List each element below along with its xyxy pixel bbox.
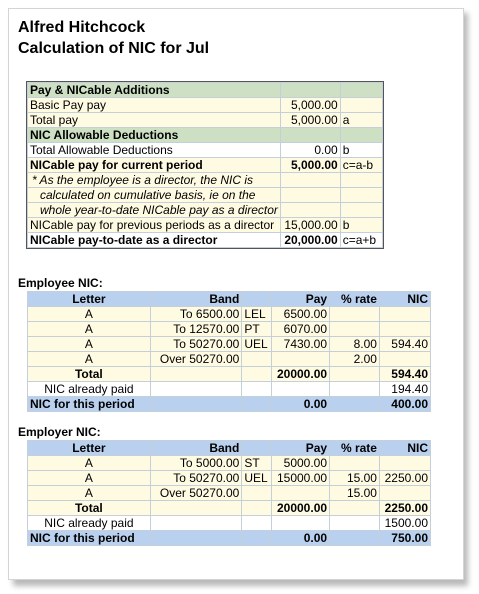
- row-ref: c=a+b: [340, 233, 382, 248]
- cell-letter: A: [28, 456, 151, 471]
- summary-row: [28, 98, 383, 113]
- col-header-rate: % rate: [330, 292, 380, 307]
- employee-name: Alfred Hitchcock: [18, 19, 146, 36]
- employee-nic-heading: Employee NIC:: [18, 276, 103, 290]
- row-value: 5,000.00: [280, 98, 340, 113]
- paid-label: NIC already paid: [28, 516, 151, 531]
- cell-nic: [379, 352, 430, 367]
- cell-letter: A: [28, 322, 151, 337]
- table-row: [28, 486, 431, 501]
- paid-label: NIC already paid: [28, 382, 151, 397]
- cell-pay: 6070.00: [271, 322, 329, 337]
- paid-row: [28, 516, 431, 531]
- summary-row: [28, 143, 383, 158]
- cell-band: Over 50270.00: [150, 352, 242, 367]
- row-value: 20,000.00: [280, 233, 340, 248]
- total-pay: 20000.00: [271, 367, 329, 382]
- note-row: [28, 173, 383, 188]
- cell-letter: A: [28, 471, 151, 486]
- total-row: [28, 367, 431, 382]
- cell-rate: 2.00: [330, 352, 380, 367]
- table-header-row: [28, 292, 431, 307]
- period-pay: 0.00: [271, 397, 329, 412]
- period-label: NIC for this period: [28, 531, 151, 546]
- cell-rate: 8.00: [330, 337, 380, 352]
- summary-row: [28, 113, 383, 128]
- table-row: [28, 337, 431, 352]
- total-pay: 20000.00: [271, 501, 329, 516]
- cell-rate: 15.00: [330, 486, 380, 501]
- summary-row: [28, 218, 383, 233]
- row-value: 5,000.00: [280, 113, 340, 128]
- section-header-row: [28, 83, 383, 98]
- col-header-band: Band: [150, 292, 242, 307]
- cell-rate: 15.00: [330, 471, 380, 486]
- paid-row: [28, 382, 431, 397]
- col-header-letter: Letter: [28, 441, 151, 456]
- row-value: 15,000.00: [280, 218, 340, 233]
- paid-nic: 1500.00: [379, 516, 430, 531]
- cell-pay: [271, 486, 329, 501]
- table-row: [28, 456, 431, 471]
- row-label: NICable pay for previous periods as a director: [28, 218, 281, 233]
- cell-code: [242, 352, 271, 367]
- row-ref: b: [340, 218, 382, 233]
- total-label: Total: [28, 367, 151, 382]
- row-value: 5,000.00: [280, 158, 340, 173]
- col-header-nic: NIC: [379, 292, 430, 307]
- employer-nic-heading: Employer NIC:: [18, 425, 101, 439]
- row-label: Total Allowable Deductions: [28, 143, 281, 158]
- cell-letter: A: [28, 352, 151, 367]
- row-ref: b: [340, 143, 382, 158]
- period-nic: 750.00: [379, 531, 430, 546]
- cell-code: UEL: [242, 471, 271, 486]
- period-label: NIC for this period: [28, 397, 151, 412]
- section-header: Pay & NICable Additions: [28, 83, 281, 98]
- section-header: NIC Allowable Deductions: [28, 128, 281, 143]
- row-label: Total pay: [28, 113, 281, 128]
- cell-code: UEL: [242, 337, 271, 352]
- note-row: [28, 203, 383, 218]
- cell-code: ST: [242, 456, 271, 471]
- cell-pay: 7430.00: [271, 337, 329, 352]
- table-row: [28, 322, 431, 337]
- employee-nic-table: [27, 291, 431, 412]
- note-row: [28, 188, 383, 203]
- total-row: [28, 501, 431, 516]
- period-row: [28, 531, 431, 546]
- employer-nic-table: [27, 440, 431, 546]
- total-nic: 2250.00: [379, 501, 430, 516]
- col-header-band: Band: [150, 441, 242, 456]
- cell-band: To 50270.00: [150, 471, 242, 486]
- col-header-rate: % rate: [330, 441, 380, 456]
- director-note: whole year-to-date NICable pay as a director: [28, 203, 281, 218]
- cell-band: To 5000.00: [150, 456, 242, 471]
- cell-nic: [379, 486, 430, 501]
- cell-nic: 2250.00: [379, 471, 430, 486]
- total-nic: 594.40: [379, 367, 430, 382]
- cell-letter: A: [28, 486, 151, 501]
- row-label: NICable pay-to-date as a director: [28, 233, 281, 248]
- cell-letter: A: [28, 307, 151, 322]
- cell-rate: [330, 456, 380, 471]
- cell-letter: A: [28, 337, 151, 352]
- summary-row: [28, 158, 383, 173]
- cell-nic: [379, 456, 430, 471]
- table-row: [28, 307, 431, 322]
- cell-code: LEL: [242, 307, 271, 322]
- row-label: NICable pay for current period: [28, 158, 281, 173]
- cell-band: To 12570.00: [150, 322, 242, 337]
- cell-pay: [271, 352, 329, 367]
- row-ref: a: [340, 113, 382, 128]
- table-row: [28, 471, 431, 486]
- cell-code: PT: [242, 322, 271, 337]
- cell-code: [242, 486, 271, 501]
- cell-band: Over 50270.00: [150, 486, 242, 501]
- summary-row: [28, 233, 383, 248]
- col-header-pay: Pay: [271, 441, 329, 456]
- period-pay: 0.00: [271, 531, 329, 546]
- cell-rate: [330, 322, 380, 337]
- total-label: Total: [28, 501, 151, 516]
- cell-pay: 15000.00: [271, 471, 329, 486]
- table-row: [28, 352, 431, 367]
- col-header-nic: NIC: [379, 441, 430, 456]
- cell-nic: 594.40: [379, 337, 430, 352]
- cell-pay: 6500.00: [271, 307, 329, 322]
- paid-nic: 194.40: [379, 382, 430, 397]
- period-row: [28, 397, 431, 412]
- row-ref: c=a-b: [340, 158, 382, 173]
- period-nic: 400.00: [379, 397, 430, 412]
- report-title: Calculation of NIC for Jul: [18, 40, 210, 57]
- director-note: calculated on cumulative basis, ie on the: [28, 188, 281, 203]
- row-value: 0.00: [280, 143, 340, 158]
- cell-nic: [379, 307, 430, 322]
- col-header-pay: Pay: [271, 292, 329, 307]
- pay-summary-table: [27, 82, 383, 248]
- table-header-row: [28, 441, 431, 456]
- section-header-row: [28, 128, 383, 143]
- director-note: * As the employee is a director, the NIC is: [28, 173, 281, 188]
- cell-pay: 5000.00: [271, 456, 329, 471]
- cell-nic: [379, 322, 430, 337]
- row-label: Basic Pay pay: [28, 98, 281, 113]
- col-header-letter: Letter: [28, 292, 151, 307]
- cell-band: To 6500.00: [150, 307, 242, 322]
- cell-rate: [330, 307, 380, 322]
- cell-band: To 50270.00: [150, 337, 242, 352]
